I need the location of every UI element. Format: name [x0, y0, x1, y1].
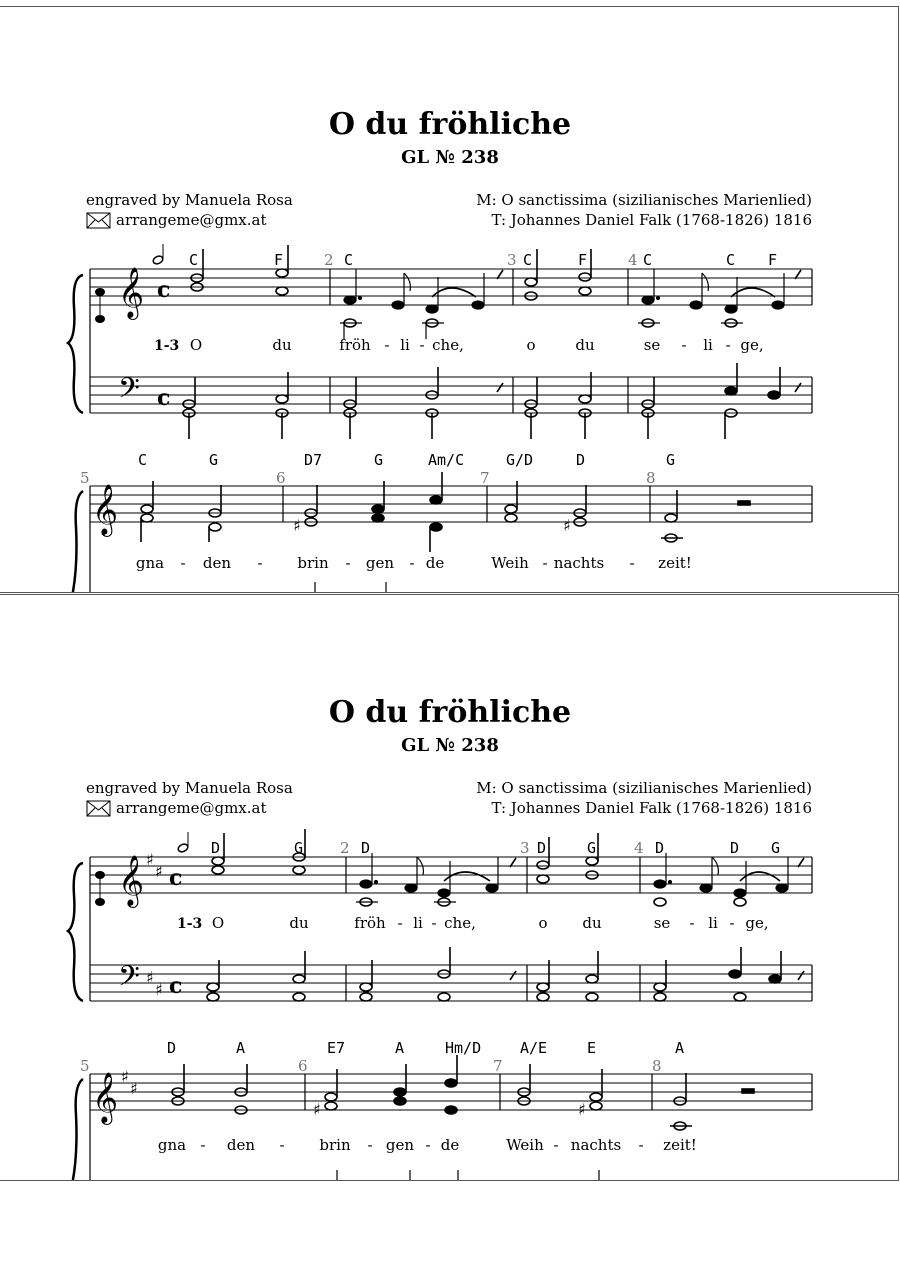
chord-symbol: F — [274, 251, 284, 269]
lyric-syllable: - — [397, 914, 403, 932]
bass-staff — [90, 965, 812, 1001]
lyric-syllable: li — [703, 336, 713, 354]
measure-number: 7 — [493, 1057, 503, 1075]
email-link[interactable]: arrangeme@gmx.at — [116, 799, 267, 817]
lyric-syllable: se — [653, 914, 671, 932]
chord-symbol: C — [138, 451, 148, 469]
lyric-syllable: o — [526, 336, 536, 354]
time-signature-treble: c — [157, 277, 171, 303]
lyric-syllable: che, — [432, 336, 464, 354]
lyric-syllable: brin — [319, 1136, 351, 1154]
lyrics-system2 — [136, 554, 692, 572]
lyric-syllable: - — [689, 914, 695, 932]
lyric-syllable: - — [367, 1136, 373, 1154]
lyric-syllable: fröh — [339, 336, 371, 354]
lyric-syllable: du — [582, 914, 602, 932]
measure-number: 3 — [507, 251, 517, 269]
lyric-syllable: fröh — [354, 914, 386, 932]
chord-symbols-system1 — [189, 251, 777, 269]
lyric-syllable: zeit! — [663, 1136, 697, 1154]
treble-clef: 𝄞 — [118, 267, 145, 318]
lyric-syllable: - — [384, 336, 390, 354]
bass-staff — [90, 377, 812, 413]
chord-symbol: A — [236, 1039, 246, 1057]
lyrics-system1 — [212, 914, 769, 932]
svg-text:♯: ♯ — [146, 968, 154, 987]
chord-symbol: E — [587, 1039, 597, 1057]
sheet-d-major — [0, 594, 899, 1181]
svg-text:♯: ♯ — [578, 1100, 586, 1119]
grace-note — [177, 843, 189, 854]
lyric-syllable: li — [708, 914, 718, 932]
chord-symbol: C — [643, 251, 653, 269]
lyric-syllable: de — [425, 554, 445, 572]
text-credit: T: Johannes Daniel Falk (1768-1826) 1816 — [491, 799, 812, 817]
chord-symbol: F — [578, 251, 588, 269]
chord-symbol: E7 — [327, 1039, 346, 1057]
key-signature-bass — [146, 968, 163, 999]
chord-symbol: G — [294, 839, 304, 857]
lyric-syllable: - — [425, 1136, 431, 1154]
lyric-syllable: Weih — [491, 554, 529, 572]
lyric-syllable: brin — [297, 554, 329, 572]
lyric-syllable: - — [180, 554, 186, 572]
svg-text:♯: ♯ — [146, 850, 154, 869]
text-credit: T: Johannes Daniel Falk (1768-1826) 1816 — [491, 211, 812, 229]
chord-symbol: D — [361, 839, 371, 857]
lyric-syllable: - — [257, 554, 263, 572]
chord-symbol: D — [211, 839, 221, 857]
lyric-syllable: - — [200, 1136, 206, 1154]
lyric-syllable: gen — [385, 1136, 415, 1154]
chord-symbol: G — [666, 451, 676, 469]
engraver-credit: engraved by Manuela Rosa — [86, 191, 293, 209]
music-credit: M: O sanctissima (sizilianisches Marienlied) — [476, 191, 812, 209]
svg-text:♯: ♯ — [313, 1100, 321, 1119]
music-credit: M: O sanctissima (sizilianisches Marienlied) — [476, 779, 812, 797]
lyrics-system1 — [190, 336, 764, 354]
measure-numbers-system2 — [80, 469, 656, 487]
lyric-syllable: ge, — [745, 914, 769, 932]
treble-notes-m4 — [654, 853, 804, 906]
lyric-syllable: - — [431, 914, 437, 932]
lyric-syllable: O — [211, 914, 225, 932]
grace-note — [152, 255, 164, 266]
treble-notes-m2 — [340, 269, 503, 339]
lyric-syllable: o — [538, 914, 548, 932]
chord-symbol: G — [209, 451, 219, 469]
lyric-syllable: den — [226, 1136, 256, 1154]
lyric-syllable: du — [289, 914, 309, 932]
lyric-syllable: den — [202, 554, 232, 572]
chord-symbol: D — [655, 839, 665, 857]
measure-number: 2 — [324, 251, 334, 269]
treble-clef: 𝄞 — [92, 484, 119, 535]
lyric-syllable: li — [400, 336, 410, 354]
chord-symbol: Am/C — [428, 451, 465, 469]
treble-clef: 𝄞 — [118, 855, 145, 906]
chord-symbol: G — [587, 839, 597, 857]
measure-number: 6 — [298, 1057, 308, 1075]
chord-symbol: F — [768, 251, 778, 269]
measure-number: 8 — [646, 469, 656, 487]
measure-number: 4 — [628, 251, 638, 269]
chord-symbol: G — [374, 451, 384, 469]
treble-notes-m1 — [212, 829, 305, 874]
chord-symbol: D — [167, 1039, 177, 1057]
svg-text:♯: ♯ — [155, 862, 163, 881]
lyric-syllable: de — [440, 1136, 460, 1154]
score-d-major — [0, 595, 899, 1181]
svg-text:♯: ♯ — [121, 1067, 129, 1086]
chord-symbol: Hm/D — [445, 1039, 482, 1057]
lyric-syllable: du — [575, 336, 595, 354]
chord-symbol: C — [523, 251, 533, 269]
grand-staff-brace — [72, 491, 83, 593]
lyrics-system2 — [158, 1136, 697, 1154]
bass-clef: 𝄢 — [118, 372, 140, 412]
lyric-syllable: nachts — [553, 554, 605, 572]
lyric-syllable: - — [542, 554, 548, 572]
chord-symbol: D7 — [304, 451, 323, 469]
chord-symbol: C — [344, 251, 354, 269]
chord-symbol: D — [576, 451, 586, 469]
lyric-syllable: ge, — [740, 336, 764, 354]
time-signature-bass: c — [169, 973, 183, 999]
treble-notes-system2 — [141, 472, 750, 552]
time-signature-treble: c — [169, 865, 183, 891]
key-signature-system2 — [121, 1067, 138, 1098]
lyric-syllable: - — [279, 1136, 285, 1154]
verse-label: 1-3 — [154, 338, 180, 354]
lyric-syllable: gna — [157, 1136, 187, 1154]
measure-number: 5 — [80, 469, 90, 487]
measure-number: 2 — [340, 839, 350, 857]
sheet-c-major — [0, 6, 899, 593]
lyric-syllable: zeit! — [658, 554, 692, 572]
chord-symbol: G/D — [506, 451, 534, 469]
engraver-credit: engraved by Manuela Rosa — [86, 779, 293, 797]
lyric-syllable: li — [413, 914, 423, 932]
score-c-major — [0, 7, 899, 593]
grand-staff-brace — [68, 275, 83, 413]
bass-notes-system1 — [183, 363, 801, 439]
svg-text:♯: ♯ — [563, 516, 571, 535]
chord-symbols-system2 — [167, 1039, 684, 1057]
svg-text:♯: ♯ — [155, 980, 163, 999]
bass-clef: 𝄢 — [118, 960, 140, 1000]
measure-number: 8 — [652, 1057, 662, 1075]
email-link[interactable]: arrangeme@gmx.at — [116, 211, 267, 229]
lyric-syllable: - — [553, 1136, 559, 1154]
lyric-syllable: gna — [135, 554, 165, 572]
chord-symbol: A — [395, 1039, 405, 1057]
svg-text:♯: ♯ — [130, 1079, 138, 1098]
lyric-syllable: O — [189, 336, 203, 354]
chord-symbol: G — [771, 839, 781, 857]
page-title: O du fröhliche — [328, 695, 572, 730]
measure-number: 5 — [80, 1057, 90, 1075]
page-subtitle: GL № 238 — [401, 735, 499, 756]
chord-symbol: D — [537, 839, 547, 857]
lyric-syllable: - — [629, 554, 635, 572]
barlines-system2 — [90, 1074, 812, 1181]
measure-number: 7 — [480, 469, 490, 487]
grand-staff-brace — [72, 1079, 83, 1181]
page-subtitle: GL № 238 — [401, 147, 499, 168]
chord-symbol: C — [189, 251, 199, 269]
measure-number: 6 — [276, 469, 286, 487]
key-signature-treble — [146, 850, 163, 881]
barlines-system2 — [90, 486, 812, 593]
lyric-syllable: se — [643, 336, 661, 354]
chord-symbol: D — [730, 839, 740, 857]
lyric-syllable: - — [409, 554, 415, 572]
lyric-syllable: gen — [365, 554, 395, 572]
verse-label: 1-3 — [177, 916, 203, 932]
grand-staff-brace — [68, 863, 83, 1001]
chord-symbol: A — [675, 1039, 685, 1057]
chord-symbol: C — [726, 251, 736, 269]
lyric-syllable: Weih — [506, 1136, 544, 1154]
measure-number: 3 — [520, 839, 530, 857]
lyric-syllable: du — [272, 336, 292, 354]
lyric-syllable: - — [419, 336, 425, 354]
treble-clef: 𝄞 — [92, 1072, 119, 1123]
lyric-syllable: - — [638, 1136, 644, 1154]
measure-number: 4 — [634, 839, 644, 857]
lyric-syllable: nachts — [570, 1136, 622, 1154]
lyric-syllable: - — [729, 914, 735, 932]
treble-notes-m2 — [356, 853, 516, 906]
lyric-syllable: - — [725, 336, 731, 354]
page-title: O du fröhliche — [328, 107, 572, 142]
measure-numbers-system2 — [80, 1057, 662, 1075]
time-signature-bass: c — [157, 385, 171, 411]
chord-symbol: A/E — [520, 1039, 548, 1057]
treble-staff-system2 — [90, 486, 812, 522]
chord-symbols-system1 — [211, 839, 780, 857]
svg-text:♯: ♯ — [293, 516, 301, 535]
lyric-syllable: che, — [444, 914, 476, 932]
lyric-syllable: - — [681, 336, 687, 354]
chord-symbols-system2 — [138, 451, 675, 469]
lyric-syllable: - — [345, 554, 351, 572]
